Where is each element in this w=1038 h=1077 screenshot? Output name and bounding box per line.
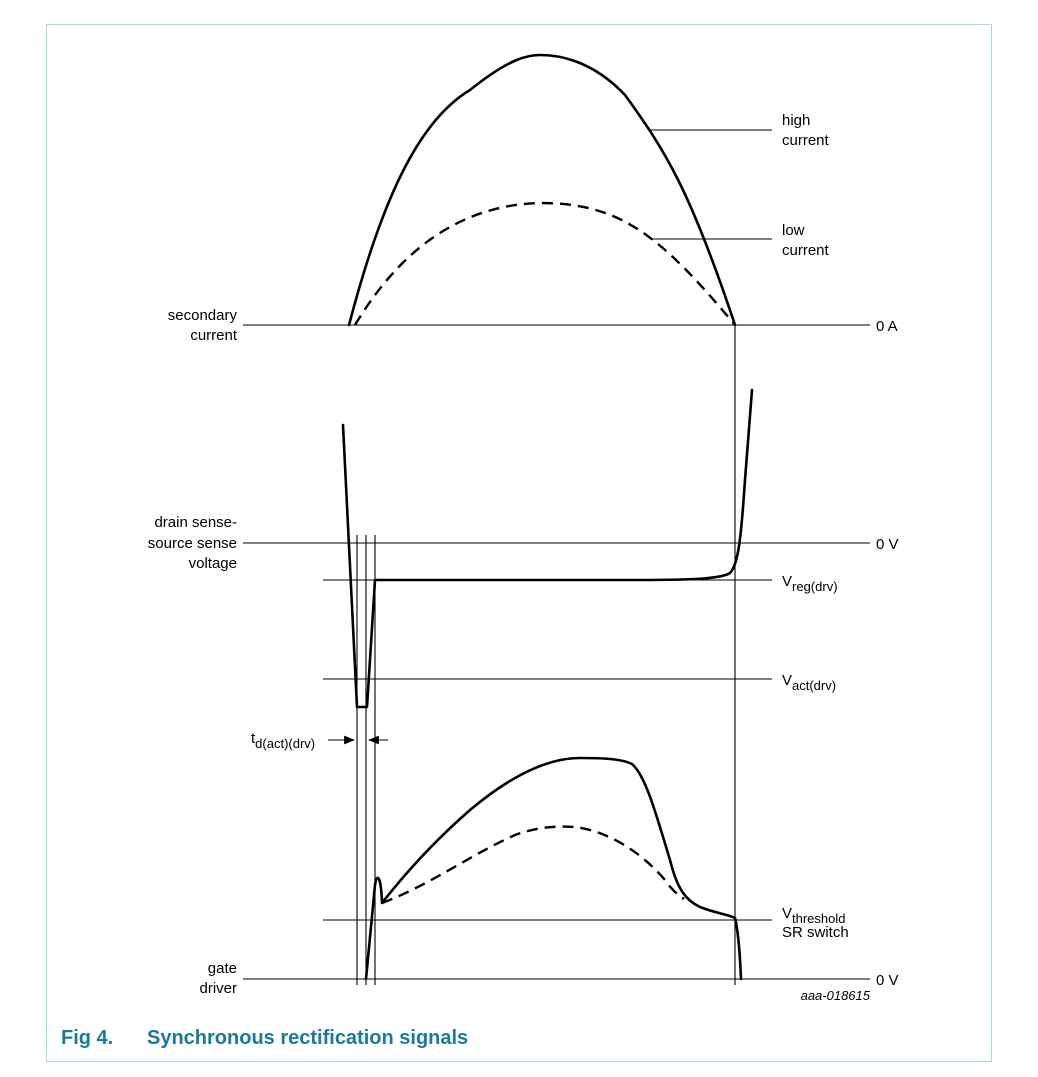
high-current-waveform	[349, 55, 735, 325]
secondary-current-label-line1: secondary	[167, 307, 237, 324]
drain-sense-label-line1: drain sense-	[154, 514, 237, 531]
v-threshold-main: V	[782, 905, 793, 922]
td-main: t	[251, 730, 256, 747]
drain-sense-label-line2: source sense	[147, 535, 237, 552]
figure-title: Synchronous rectification signals	[147, 1027, 469, 1049]
td-sub: d(act)(drv)	[255, 736, 316, 751]
gate-driver-label-line1: gate	[207, 960, 237, 977]
gate-driver-high-waveform	[366, 758, 741, 979]
secondary-current-label-line2: current	[190, 327, 237, 344]
gate-driver-low-waveform	[382, 827, 684, 903]
v-reg-sub: reg(drv)	[792, 579, 838, 594]
drain-sense-waveform	[343, 390, 752, 707]
figure-number: Fig 4.	[61, 1027, 114, 1049]
figure-caption	[61, 1027, 468, 1050]
v-threshold-sub: threshold	[792, 911, 846, 926]
drain-sense-label-line3: voltage	[188, 555, 237, 572]
gate-driver-label-line2: driver	[199, 980, 237, 997]
low-current-waveform	[355, 203, 735, 325]
high-current-label-line2: current	[782, 132, 829, 149]
v-threshold-label-line2: SR switch	[782, 924, 849, 941]
v-act-sub: act(drv)	[792, 678, 837, 693]
v-reg-label	[782, 573, 838, 594]
low-current-label-line1: low	[782, 222, 805, 239]
td-label	[251, 730, 315, 751]
drain-sense-level: 0 V	[876, 536, 899, 553]
v-act-label	[782, 672, 836, 693]
gate-driver-level: 0 V	[876, 972, 899, 989]
v-reg-main: V	[782, 573, 793, 590]
v-act-main: V	[782, 672, 793, 689]
low-current-label-line2: current	[782, 242, 829, 259]
high-current-label-line1: high	[782, 112, 811, 129]
secondary-current-level: 0 A	[876, 318, 898, 335]
v-threshold-label	[782, 905, 846, 926]
figure-reference-id: aaa-018615	[800, 988, 870, 1003]
